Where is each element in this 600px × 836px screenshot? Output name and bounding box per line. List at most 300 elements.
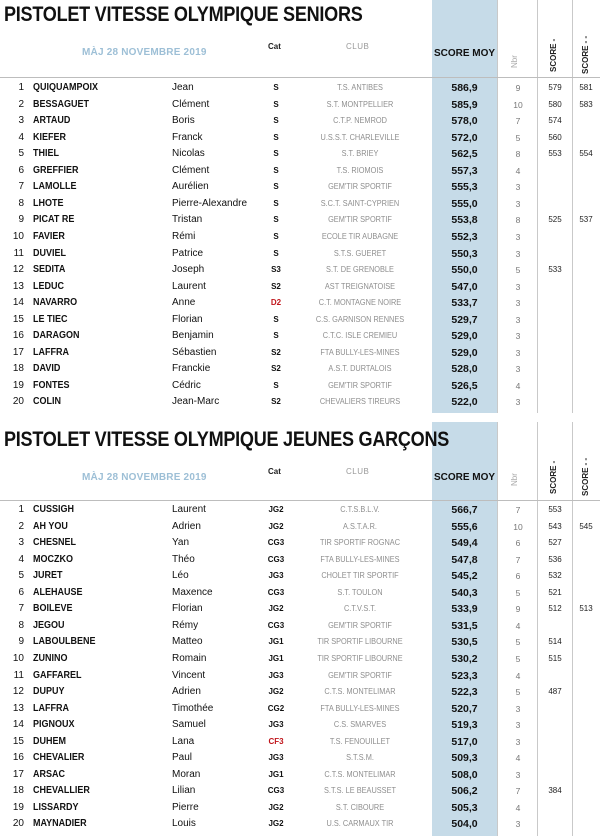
nbr-cell: 3 xyxy=(515,248,521,259)
nbr-cell: 5 xyxy=(515,637,521,648)
last-name-cell: DUPUY xyxy=(33,686,65,698)
last-name-cell: JEGOU xyxy=(33,619,65,631)
nbr-cell: 4 xyxy=(515,165,521,176)
club-cell: AST TREIGNATOISE xyxy=(324,281,396,291)
club-cell: S.T. MONTPELLIER xyxy=(326,99,394,109)
last-name-cell: BESSAGUET xyxy=(33,98,90,110)
category-cell: CG3 xyxy=(267,620,285,630)
first-name-cell: Boris xyxy=(172,115,195,127)
first-name-cell: Pierre xyxy=(172,801,199,813)
table-row xyxy=(0,535,600,552)
last-name-cell: COLIN xyxy=(33,396,61,408)
last-name-cell: PICAT RE xyxy=(33,214,75,226)
score-moy-cell: 505,3 xyxy=(451,801,478,814)
last-name-cell: NAVARRO xyxy=(33,297,78,309)
last-name-cell: GAFFAREL xyxy=(33,669,82,681)
category-cell: JG1 xyxy=(268,769,284,779)
score-moy-cell: 509,3 xyxy=(451,752,478,765)
last-name-cell: ARTAUD xyxy=(33,115,71,127)
score-a-cell: 515 xyxy=(548,653,562,663)
first-name-cell: Anne xyxy=(172,297,196,309)
last-name-cell: ALEHAUSE xyxy=(33,586,83,598)
category-cell: JG3 xyxy=(268,753,284,763)
score-b-cell: 554 xyxy=(579,149,593,159)
club-cell: S.T. TOULON xyxy=(337,587,383,597)
header-cat: Cat xyxy=(268,42,281,51)
score-b-cell: 583 xyxy=(579,99,593,109)
last-name-cell: CHESNEL xyxy=(33,537,77,549)
score-a-cell: 574 xyxy=(548,116,562,126)
last-name-cell: DUVIEL xyxy=(33,247,67,259)
last-name-cell: DARAGON xyxy=(33,330,80,342)
table-row xyxy=(0,229,600,246)
club-cell: C.T.S.B.L.V. xyxy=(340,505,380,514)
nbr-cell: 7 xyxy=(515,554,521,565)
category-cell: S xyxy=(273,149,279,159)
score-a-cell: 514 xyxy=(548,637,562,647)
header-divider xyxy=(0,500,600,501)
last-name-cell: LEDUC xyxy=(33,280,65,292)
club-cell: GEM'TIR SPORTIF xyxy=(328,380,392,390)
rank-cell: 10 xyxy=(12,230,24,242)
table-row xyxy=(0,502,600,519)
nbr-cell: 10 xyxy=(513,521,523,532)
last-name-cell: CUSSIGH xyxy=(33,504,75,515)
score-moy-cell: 531,5 xyxy=(451,619,478,632)
score-moy-cell: 522,3 xyxy=(451,686,478,699)
club-cell: C.T.V.S.T. xyxy=(343,604,377,614)
last-name-cell: CHEVALIER xyxy=(33,752,85,764)
club-cell: C.T.P. NEMROD xyxy=(333,116,387,126)
table-row xyxy=(0,163,600,180)
category-cell: JG2 xyxy=(268,819,284,829)
category-cell: JG3 xyxy=(268,670,284,680)
score-moy-cell: 522,0 xyxy=(451,396,478,409)
score-moy-cell: 530,5 xyxy=(451,636,478,649)
table-row xyxy=(0,734,600,751)
rank-cell: 14 xyxy=(12,297,24,309)
last-name-cell: SEDITA xyxy=(33,264,66,276)
last-name-cell: GREFFIER xyxy=(33,164,79,176)
rank-cell: 18 xyxy=(12,785,24,797)
category-cell: JG3 xyxy=(268,720,284,730)
category-cell: CG3 xyxy=(267,587,285,597)
last-name-cell: AH YOU xyxy=(33,520,68,532)
score-moy-cell: 529,0 xyxy=(451,330,478,343)
category-cell: S xyxy=(273,331,279,341)
rank-cell: 13 xyxy=(12,280,24,292)
score-a-cell: 384 xyxy=(548,786,562,796)
nbr-cell: 8 xyxy=(515,149,521,160)
category-cell: S xyxy=(273,165,279,175)
category-cell: JG2 xyxy=(268,521,284,531)
first-name-cell: Nicolas xyxy=(172,148,205,160)
score-a-cell: 527 xyxy=(548,538,562,548)
first-name-cell: Vincent xyxy=(172,669,206,681)
category-cell: S xyxy=(273,215,279,225)
score-a-cell: 560 xyxy=(548,132,562,142)
rank-cell: 14 xyxy=(12,719,24,731)
club-cell: FTA BULLY-LES-MINES xyxy=(320,347,400,357)
rank-cell: 19 xyxy=(12,379,24,391)
nbr-cell: 3 xyxy=(515,703,521,714)
table-row xyxy=(0,618,600,635)
score-moy-cell: 520,7 xyxy=(451,702,478,715)
club-cell: A.S.T. DURTALOIS xyxy=(328,364,392,374)
rank-cell: 13 xyxy=(12,702,24,714)
nbr-cell: 4 xyxy=(515,802,521,813)
table-row xyxy=(0,634,600,651)
rank-cell: 4 xyxy=(18,131,24,143)
score-b-cell: 545 xyxy=(579,521,593,531)
table-row xyxy=(0,651,600,668)
rank-cell: 16 xyxy=(12,752,24,764)
first-name-cell: Moran xyxy=(172,768,201,780)
rank-cell: 1 xyxy=(18,82,24,93)
last-name-cell: LISSARDY xyxy=(33,801,79,813)
club-cell: TIR SPORTIF ROGNAC xyxy=(319,538,401,548)
first-name-cell: Paul xyxy=(172,752,193,764)
nbr-cell: 3 xyxy=(515,736,521,747)
table-row xyxy=(0,717,600,734)
club-cell: FTA BULLY-LES-MINES xyxy=(320,703,400,713)
first-name-cell: Lana xyxy=(172,735,195,747)
category-cell: S xyxy=(273,248,279,258)
rank-cell: 10 xyxy=(12,652,24,664)
first-name-cell: Lilian xyxy=(172,785,196,797)
table-row xyxy=(0,701,600,718)
table-row xyxy=(0,552,600,569)
first-name-cell: Franckie xyxy=(172,363,211,375)
rank-cell: 3 xyxy=(18,537,24,549)
table-row xyxy=(0,394,600,411)
last-name-cell: MAYNADIER xyxy=(33,818,87,830)
first-name-cell: Timothée xyxy=(172,702,214,714)
rank-cell: 9 xyxy=(18,214,24,226)
category-cell: CG3 xyxy=(267,786,285,796)
table-row xyxy=(0,816,600,833)
club-cell: C.T. MONTAGNE NOIRE xyxy=(318,298,402,308)
rank-cell: 16 xyxy=(12,330,24,342)
last-name-cell: PIGNOUX xyxy=(33,719,75,731)
table-row xyxy=(0,246,600,263)
category-cell: CF3 xyxy=(268,736,284,746)
rank-cell: 17 xyxy=(12,768,24,780)
score-moy-cell: 552,3 xyxy=(451,230,478,243)
jeunes-garcons-ranking-table xyxy=(0,422,600,836)
score-a-cell: 553 xyxy=(548,505,562,514)
score-a-cell: 553 xyxy=(548,149,562,159)
table-row xyxy=(0,262,600,279)
nbr-cell: 4 xyxy=(515,753,521,764)
club-cell: T.S. RIOMOIS xyxy=(336,165,384,175)
table-row xyxy=(0,295,600,312)
score-a-cell: 543 xyxy=(548,521,562,531)
category-cell: S2 xyxy=(271,364,281,374)
club-cell: C.S. GARNISON RENNES xyxy=(315,314,405,324)
table-row xyxy=(0,196,600,213)
score-moy-cell: 553,8 xyxy=(451,214,478,227)
last-name-cell: LAFFRA xyxy=(33,702,69,714)
rank-cell: 4 xyxy=(18,553,24,565)
first-name-cell: Florian xyxy=(172,313,203,325)
score-moy-cell: 555,0 xyxy=(451,197,478,210)
score-b-cell: 513 xyxy=(579,604,593,614)
category-cell: S xyxy=(273,314,279,324)
first-name-cell: Jean-Marc xyxy=(172,396,220,408)
nbr-cell: 3 xyxy=(515,364,521,375)
nbr-cell: 3 xyxy=(515,298,521,309)
table-row xyxy=(0,800,600,817)
nbr-cell: 9 xyxy=(515,83,521,93)
last-name-cell: ZUNINO xyxy=(33,652,68,664)
table-row xyxy=(0,750,600,767)
first-name-cell: Adrien xyxy=(172,686,201,698)
club-cell: FTA BULLY-LES-MINES xyxy=(320,554,400,564)
last-name-cell: FONTES xyxy=(33,379,70,391)
club-cell: CHEVALIERS TIREURS xyxy=(319,397,401,407)
last-name-cell: LHOTE xyxy=(33,197,64,209)
category-cell: S xyxy=(273,198,279,208)
rank-cell: 3 xyxy=(18,115,24,127)
nbr-cell: 5 xyxy=(515,687,521,698)
table-row xyxy=(0,668,600,685)
last-name-cell: MOCZKO xyxy=(33,553,74,565)
score-moy-cell: 550,3 xyxy=(451,247,478,260)
table-row xyxy=(0,783,600,800)
header-divider xyxy=(0,77,600,78)
score-a-cell: 532 xyxy=(548,571,562,581)
nbr-cell: 7 xyxy=(515,116,521,127)
first-name-cell: Laurent xyxy=(172,280,206,292)
category-cell: S xyxy=(273,132,279,142)
first-name-cell: Louis xyxy=(172,818,196,830)
first-name-cell: Florian xyxy=(172,603,203,615)
nbr-cell: 3 xyxy=(515,397,521,408)
nbr-cell: 9 xyxy=(515,604,521,615)
last-name-cell: THIEL xyxy=(33,148,60,160)
category-cell: JG2 xyxy=(268,604,284,614)
category-cell: S2 xyxy=(271,347,281,357)
last-name-cell: ARSAC xyxy=(33,768,66,780)
header-score-moy: SCORE MOY xyxy=(433,472,496,483)
header-club: CLUB xyxy=(346,467,370,476)
score-a-cell: 536 xyxy=(548,554,562,564)
club-cell: GEM'TIR SPORTIF xyxy=(328,182,392,192)
last-name-cell: FAVIER xyxy=(33,230,65,242)
rank-cell: 9 xyxy=(18,636,24,648)
category-cell: S xyxy=(273,182,279,192)
score-a-cell: 487 xyxy=(548,687,562,697)
first-name-cell: Matteo xyxy=(172,636,203,648)
rank-cell: 7 xyxy=(18,181,24,193)
table-row xyxy=(0,212,600,229)
nbr-cell: 7 xyxy=(515,505,521,515)
nbr-cell: 7 xyxy=(515,786,521,797)
rank-cell: 6 xyxy=(18,164,24,176)
first-name-cell: Cédric xyxy=(172,379,201,391)
update-date: MÀJ 28 NOVEMBRE 2019 xyxy=(82,47,207,58)
category-cell: JG2 xyxy=(268,687,284,697)
first-name-cell: Théo xyxy=(172,553,195,565)
score-b-cell: 581 xyxy=(579,83,593,92)
rank-cell: 5 xyxy=(18,570,24,582)
table-row xyxy=(0,361,600,378)
score-moy-cell: 545,2 xyxy=(451,570,478,583)
nbr-cell: 4 xyxy=(515,620,521,631)
club-cell: TIR SPORTIF LIBOURNE xyxy=(317,637,403,647)
score-moy-cell: 549,4 xyxy=(451,537,478,550)
score-moy-cell: 566,7 xyxy=(451,504,478,516)
score-moy-cell: 533,9 xyxy=(451,603,478,616)
club-cell: C.T.S. MONTELIMAR xyxy=(324,769,396,779)
club-cell: U.S. CARMAUX TIR xyxy=(326,819,394,829)
rank-cell: 2 xyxy=(18,98,24,110)
rank-cell: 6 xyxy=(18,586,24,598)
last-name-cell: LAMOLLE xyxy=(33,181,77,193)
score-moy-cell: 508,0 xyxy=(451,768,478,781)
score-a-cell: 580 xyxy=(548,99,562,109)
last-name-cell: KIEFER xyxy=(33,131,67,143)
score-moy-cell: 572,0 xyxy=(451,131,478,144)
nbr-cell: 3 xyxy=(515,281,521,292)
category-cell: D2 xyxy=(270,298,282,308)
rank-cell: 8 xyxy=(18,619,24,631)
nbr-cell: 4 xyxy=(515,670,521,681)
club-cell: S.T. BRIEY xyxy=(341,149,379,159)
club-cell: S.T.S. GUERET xyxy=(333,248,387,258)
rank-cell: 5 xyxy=(18,148,24,160)
first-name-cell: Pierre-Alexandre xyxy=(172,197,248,209)
rank-cell: 1 xyxy=(18,504,24,515)
category-cell: S2 xyxy=(271,281,281,291)
score-a-cell: 521 xyxy=(548,587,562,597)
nbr-cell: 8 xyxy=(515,215,521,226)
first-name-cell: Maxence xyxy=(172,586,213,598)
score-moy-cell: 557,3 xyxy=(451,164,478,177)
club-cell: S.C.T. SAINT-CYPRIEN xyxy=(320,198,400,208)
first-name-cell: Clément xyxy=(172,164,210,176)
rank-cell: 19 xyxy=(12,801,24,813)
header-nbr: Nbr xyxy=(510,55,519,68)
rank-cell: 18 xyxy=(12,363,24,375)
last-name-cell: JURET xyxy=(33,570,63,582)
nbr-cell: 5 xyxy=(515,132,521,143)
first-name-cell: Laurent xyxy=(172,504,206,515)
club-cell: C.T.S. MONTELIMAR xyxy=(324,687,396,697)
category-cell: S xyxy=(273,116,279,126)
category-cell: S xyxy=(273,231,279,241)
score-moy-cell: 547,8 xyxy=(451,553,478,566)
last-name-cell: LAFFRA xyxy=(33,346,69,358)
score-moy-cell: 585,9 xyxy=(451,98,478,111)
club-cell: C.T.C. ISLE CREMIEU xyxy=(322,331,398,341)
table-row xyxy=(0,279,600,296)
club-cell: GEM'TIR SPORTIF xyxy=(328,620,392,630)
score-moy-cell: 533,7 xyxy=(451,297,478,310)
score-moy-cell: 523,3 xyxy=(451,669,478,682)
table-row xyxy=(0,585,600,602)
club-cell: U.S.S.T. CHARLEVILLE xyxy=(320,132,400,142)
category-cell: S2 xyxy=(271,397,281,407)
first-name-cell: Benjamin xyxy=(172,330,214,342)
first-name-cell: Rémy xyxy=(172,619,199,631)
first-name-cell: Rémi xyxy=(172,230,196,242)
nbr-cell: 3 xyxy=(515,769,521,780)
score-moy-cell: 528,0 xyxy=(451,363,478,376)
section-title: PISTOLET VITESSE OLYMPIQUE JEUNES GARÇONS xyxy=(4,428,450,451)
header-score-b: SCORE - - xyxy=(581,35,590,74)
score-moy-cell: 517,0 xyxy=(451,735,478,748)
header-score-b: SCORE - - xyxy=(581,457,590,496)
table-row xyxy=(0,684,600,701)
nbr-cell: 3 xyxy=(515,331,521,342)
last-name-cell: LABOULBENE xyxy=(33,636,96,648)
seniors-ranking-table xyxy=(0,0,600,413)
score-moy-cell: 547,0 xyxy=(451,280,478,293)
rank-cell: 12 xyxy=(12,686,24,698)
first-name-cell: Franck xyxy=(172,131,203,143)
score-a-cell: 579 xyxy=(548,83,562,92)
category-cell: S3 xyxy=(271,265,281,275)
score-moy-cell: 526,5 xyxy=(451,379,478,392)
category-cell: JG3 xyxy=(268,571,284,581)
nbr-cell: 10 xyxy=(513,99,523,110)
table-row xyxy=(0,80,600,97)
category-cell: JG2 xyxy=(268,505,284,514)
score-moy-cell: 578,0 xyxy=(451,115,478,128)
table-row xyxy=(0,179,600,196)
club-cell: CHOLET TIR SPORTIF xyxy=(321,571,399,581)
header-score-a: SCORE - xyxy=(549,460,558,494)
last-name-cell: LE TIEC xyxy=(33,313,68,325)
nbr-cell: 3 xyxy=(515,198,521,209)
rank-cell: 11 xyxy=(13,669,24,681)
header-cat: Cat xyxy=(268,467,281,476)
category-cell: JG1 xyxy=(268,637,284,647)
nbr-cell: 3 xyxy=(515,231,521,242)
table-row xyxy=(0,130,600,147)
category-cell: JG1 xyxy=(268,653,284,663)
category-cell: CG3 xyxy=(267,538,285,548)
nbr-cell: 5 xyxy=(515,587,521,598)
last-name-cell: QUIQUAMPOIX xyxy=(33,82,99,93)
score-a-cell: 512 xyxy=(548,604,562,614)
first-name-cell: Sébastien xyxy=(172,346,217,358)
rank-cell: 17 xyxy=(12,346,24,358)
header-nbr: Nbr xyxy=(510,473,519,486)
score-moy-cell: 550,0 xyxy=(451,264,478,277)
table-row xyxy=(0,767,600,784)
nbr-cell: 5 xyxy=(515,653,521,664)
score-moy-cell: 506,2 xyxy=(451,785,478,798)
table-row xyxy=(0,345,600,362)
score-moy-cell: 530,2 xyxy=(451,652,478,665)
score-b-cell: 537 xyxy=(579,215,593,225)
score-moy-cell: 504,0 xyxy=(451,818,478,831)
table-row xyxy=(0,568,600,585)
first-name-cell: Adrien xyxy=(172,520,201,532)
category-cell: CG2 xyxy=(267,703,285,713)
nbr-cell: 3 xyxy=(515,347,521,358)
score-moy-cell: 540,3 xyxy=(451,586,478,599)
score-moy-cell: 555,6 xyxy=(451,520,478,533)
rank-cell: 12 xyxy=(12,264,24,276)
category-cell: S xyxy=(273,83,279,92)
club-cell: S.T.S.M. xyxy=(346,753,374,763)
nbr-cell: 6 xyxy=(515,538,521,549)
rank-cell: 15 xyxy=(12,735,24,747)
